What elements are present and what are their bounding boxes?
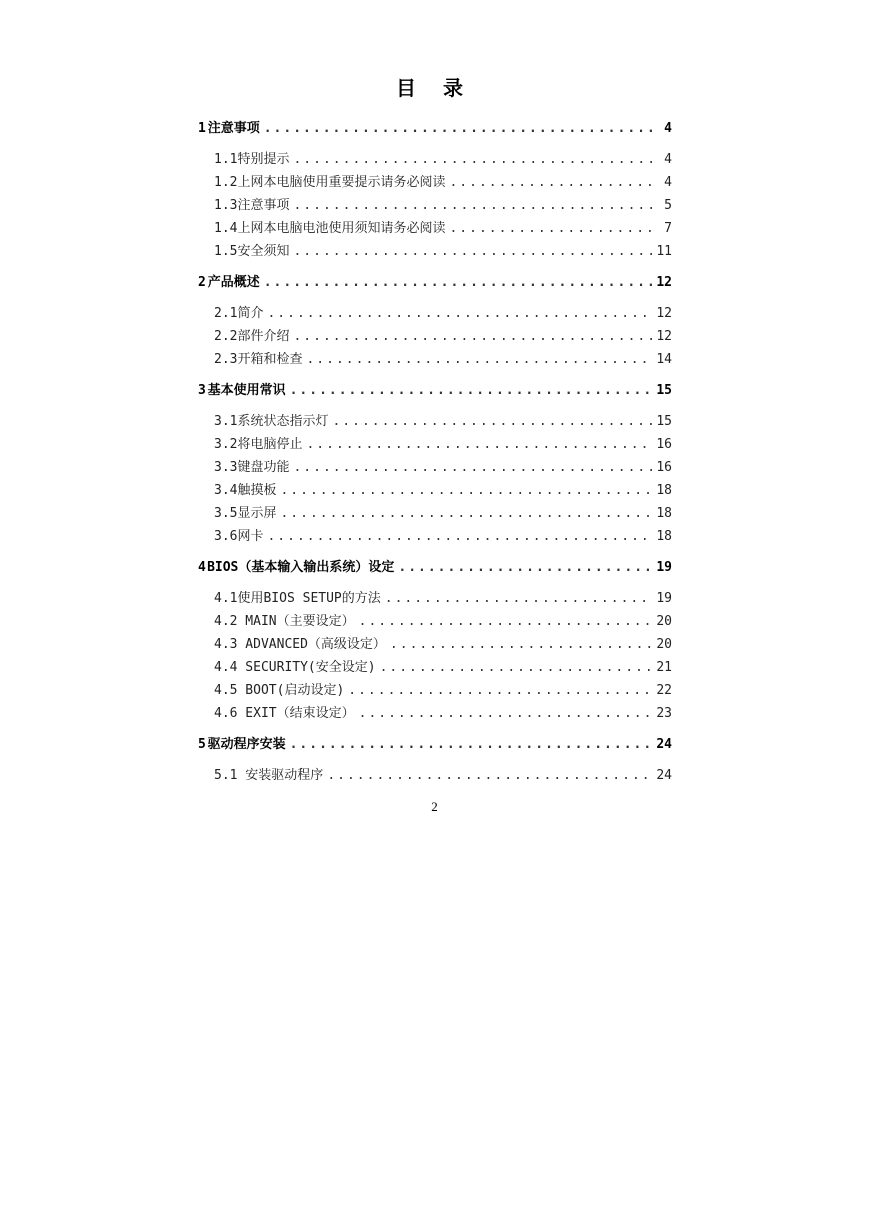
toc-sub-entry[interactable] (198, 525, 672, 548)
page-title: 目 录 (396, 76, 473, 100)
toc-sub-entry[interactable] (198, 479, 672, 502)
dot-leader (267, 525, 652, 548)
dot-leader (327, 764, 652, 787)
dot-leader (385, 587, 653, 610)
toc-sub-entry[interactable] (198, 194, 672, 217)
sub-entry-page-number: 15 (656, 414, 672, 429)
toc-sub-entry[interactable] (198, 610, 672, 633)
chapter-page-number: 19 (656, 560, 672, 575)
sub-entry-page-number: 20 (656, 614, 672, 629)
dot-leader (293, 194, 654, 217)
table-of-contents (198, 117, 672, 795)
sub-entry-page-number: 24 (656, 768, 672, 783)
chapter-page-number: 4 (664, 121, 672, 136)
toc-sub-entry[interactable] (198, 240, 672, 263)
chapter-title: 基本使用常识 (207, 383, 286, 398)
sub-entry-page-number: 22 (656, 683, 672, 698)
toc-sub-entry[interactable] (198, 587, 672, 610)
sub-entry-label: 4.2 MAIN（主要设定） (214, 614, 355, 629)
dot-leader (290, 733, 653, 756)
toc-sub-entry[interactable] (198, 633, 672, 656)
sub-entry-page-number: 23 (656, 706, 672, 721)
toc-chapter-entry[interactable] (198, 117, 672, 140)
page-footer-number: 2 (431, 799, 438, 814)
dot-leader (359, 702, 653, 725)
toc-sub-entry[interactable] (198, 764, 672, 787)
dot-leader (332, 410, 652, 433)
toc-sub-entry[interactable] (198, 171, 672, 194)
chapter-number: 5 (198, 737, 206, 752)
sub-entry-label: 4.4 SECURITY(安全设定) (214, 660, 376, 675)
dot-leader (280, 479, 652, 502)
toc-sub-entry[interactable] (198, 702, 672, 725)
toc-sub-entry[interactable] (198, 502, 672, 525)
dot-leader (293, 325, 652, 348)
sub-entry-page-number: 16 (656, 460, 672, 475)
toc-chapter-3 (198, 379, 672, 548)
toc-sub-entry[interactable] (198, 302, 672, 325)
toc-sub-entry[interactable] (198, 433, 672, 456)
sub-entry-label: 2.3开箱和检查 (214, 352, 303, 367)
sub-entry-label: 1.2上网本电脑使用重要提示请务必阅读 (214, 175, 446, 190)
chapter-title: 驱动程序安装 (207, 737, 286, 752)
sub-entry-label: 1.4上网本电脑电池使用须知请务必阅读 (214, 221, 446, 236)
chapter-number: 3 (198, 383, 206, 398)
chapter-number: 1 (198, 121, 206, 136)
dot-leader (380, 656, 653, 679)
dot-leader (359, 610, 653, 633)
sub-entry-label: 3.6网卡 (214, 529, 264, 544)
dot-leader (293, 456, 652, 479)
toc-chapter-1 (198, 117, 672, 263)
dot-leader (264, 117, 654, 140)
sub-entry-page-number: 4 (664, 175, 672, 190)
sub-entry-page-number: 18 (656, 506, 672, 521)
chapter-number: 2 (198, 275, 206, 290)
toc-sub-entry[interactable] (198, 217, 672, 240)
toc-sub-entry[interactable] (198, 410, 672, 433)
toc-chapter-2 (198, 271, 672, 371)
toc-sub-entry[interactable] (198, 348, 672, 371)
sub-entry-page-number: 21 (656, 660, 672, 675)
dot-leader (348, 679, 652, 702)
sub-entry-label: 3.3键盘功能 (214, 460, 290, 475)
chapter-page-number: 15 (656, 383, 672, 398)
sub-entry-label: 4.1使用BIOS SETUP的方法 (214, 591, 381, 606)
sub-entry-page-number: 4 (664, 152, 672, 167)
sub-entry-label: 3.2将电脑停止 (214, 437, 303, 452)
sub-entry-label: 4.3 ADVANCED（高级设定） (214, 637, 386, 652)
sub-entry-label: 2.1简介 (214, 306, 264, 321)
sub-entry-page-number: 12 (656, 329, 672, 344)
toc-chapter-4 (198, 556, 672, 725)
toc-sub-entry[interactable] (198, 325, 672, 348)
chapter-title: 产品概述 (207, 275, 260, 290)
dot-leader (267, 302, 652, 325)
dot-leader (449, 171, 654, 194)
dot-leader (280, 502, 652, 525)
dot-leader (264, 271, 653, 294)
chapter-page-number: 24 (656, 737, 672, 752)
sub-entry-page-number: 7 (664, 221, 672, 236)
toc-chapter-entry[interactable] (198, 556, 672, 579)
chapter-number: 4 (198, 560, 206, 575)
dot-leader (293, 148, 654, 171)
toc-sub-entry[interactable] (198, 148, 672, 171)
sub-entry-label: 1.1特别提示 (214, 152, 290, 167)
toc-chapter-5 (198, 733, 672, 787)
chapter-page-number: 12 (656, 275, 672, 290)
sub-entry-label: 5.1 安装驱动程序 (214, 768, 324, 783)
sub-entry-label: 1.3注意事项 (214, 198, 290, 213)
toc-sub-entry[interactable] (198, 456, 672, 479)
dot-leader (293, 240, 652, 263)
dot-leader (290, 379, 653, 402)
sub-entry-page-number: 5 (664, 198, 672, 213)
sub-entry-page-number: 12 (656, 306, 672, 321)
sub-entry-label: 2.2部件介绍 (214, 329, 290, 344)
sub-entry-page-number: 19 (656, 591, 672, 606)
dot-leader (449, 217, 654, 240)
sub-entry-page-number: 11 (656, 244, 672, 259)
sub-entry-page-number: 18 (656, 483, 672, 498)
dot-leader (390, 633, 652, 656)
sub-entry-page-number: 20 (656, 637, 672, 652)
sub-entry-label: 4.6 EXIT（结束设定） (214, 706, 355, 721)
toc-chapter-entry[interactable] (198, 733, 672, 756)
sub-entry-label: 4.5 BOOT(启动设定) (214, 683, 345, 698)
toc-chapter-entry[interactable] (198, 271, 672, 294)
chapter-title: BIOS（基本输入输出系统）设定 (207, 560, 395, 575)
toc-sub-entry[interactable] (198, 679, 672, 702)
sub-entry-page-number: 18 (656, 529, 672, 544)
sub-entry-page-number: 14 (656, 352, 672, 367)
dot-leader (306, 433, 652, 456)
dot-leader (306, 348, 652, 371)
sub-entry-page-number: 16 (656, 437, 672, 452)
sub-entry-label: 3.1系统状态指示灯 (214, 414, 329, 429)
sub-entry-label: 3.5显示屏 (214, 506, 277, 521)
sub-entry-label: 3.4触摸板 (214, 483, 277, 498)
dot-leader (398, 556, 652, 579)
toc-chapter-entry[interactable] (198, 379, 672, 402)
toc-sub-entry[interactable] (198, 656, 672, 679)
chapter-title: 注意事项 (207, 121, 260, 136)
sub-entry-label: 1.5安全须知 (214, 244, 290, 259)
